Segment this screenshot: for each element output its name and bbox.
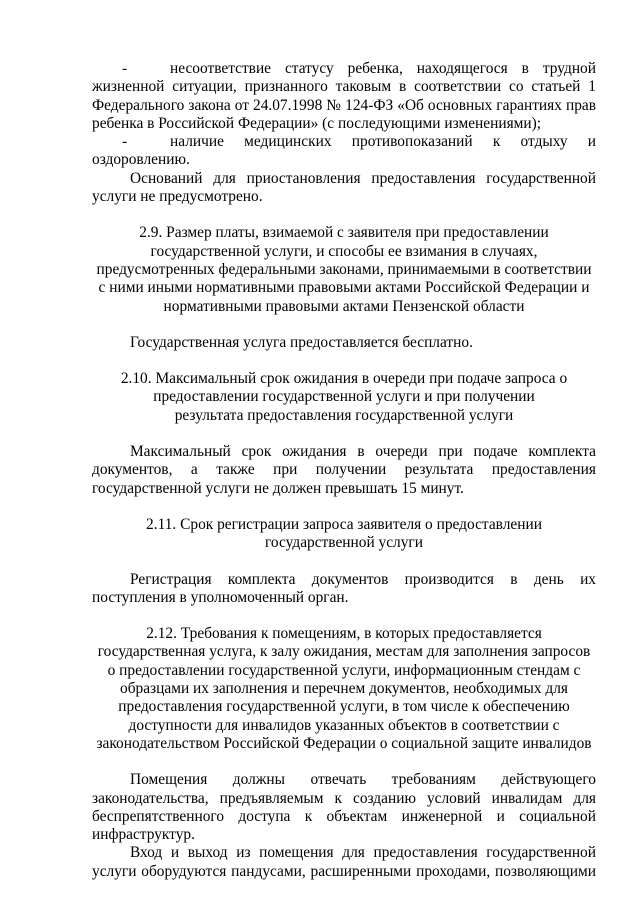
section-2-10-body: Максимальный срок ожидания в очереди при подаче комплекта документов, а также при получении результата предоставления государственной услуги не должен превышать 15 минут. — [92, 443, 596, 497]
list-item-1-text: несоответствие статусу ребенка, находящегося в трудной — [170, 60, 596, 77]
list-dash: - — [122, 60, 128, 77]
section-2-11-body: Регистрация комплекта документов производится в день их поступления в уполномоченный орган. — [92, 570, 596, 606]
list-item-1-text-b: Федерального закона от 24.07.1998 № 124-ФЗ «Об основных гарантиях прав ребенка в Российской Федерации» (с последующими изменениями); — [92, 96, 596, 132]
section-2-12-heading: 2.12. Требования к помещениям, в которых предоставляется государственная услуга, к залу ожидания, местам для заполнения запросов о предоставлении государственной услуги, информационным стендам с образцами их заполнения и перечнем документов, необходимых для предоставления государственной услуги, в том числе к обеспечению доступности для инвалидов указанных объектов в соответствии с законодательством Российской Федерации о социальной защите инвалидов — [96, 625, 592, 752]
list-item-1-first-line — [92, 60, 596, 78]
document-page — [92, 60, 596, 881]
list-item-2-text: наличие медицинских противопоказаний к отдыху и — [170, 133, 596, 151]
section-2-12-body-1: Помещения должны отвечать требованиям действующего законодательства, предъявляемым к созданию условий инвалидам для беспрепятственного доступа к объектам инженерной и социальной инфраструктур. — [92, 771, 596, 844]
section-2-9-heading: 2.9. Размер платы, взимаемой с заявителя при предоставлении государственной услуги, и способы ее взимания в случаях, предусмотренных федеральными законами, принимаемыми в соответствии с ними иными нормативными правовыми актами Российской Федерации и нормативными правовыми актами Пензенской области — [96, 224, 592, 315]
list-item-2-first-line — [92, 133, 596, 151]
list-item-1-continuation — [92, 78, 596, 133]
list-item-2-continuation: оздоровлению. — [92, 151, 190, 169]
section-2-9-body: Государственная услуга предоставляется бесплатно. — [130, 333, 473, 351]
list-dash: - — [122, 133, 128, 151]
section-2-10-heading: 2.10. Максимальный срок ожидания в очереди при подаче запроса о предоставлении государственной услуги и при получении результата предоставления государственной услуги — [120, 370, 568, 424]
section-2-12-body-2: Вход и выход из помещения для предоставления государственной услуги оборудуются пандусами, расширенными проходами, позволяющими — [92, 844, 596, 880]
law-article-link[interactable]: статьей 1 — [531, 78, 596, 96]
list-item-1-text-a: жизненной ситуации, признанного таковым в соответствии со — [92, 78, 532, 96]
paragraph-no-suspension: Оснований для приостановления предоставления государственной услуги не предусмотрено. — [92, 169, 596, 206]
section-2-11-heading: 2.11. Срок регистрации запроса заявителя о предоставлении государственной услуги — [146, 515, 542, 552]
